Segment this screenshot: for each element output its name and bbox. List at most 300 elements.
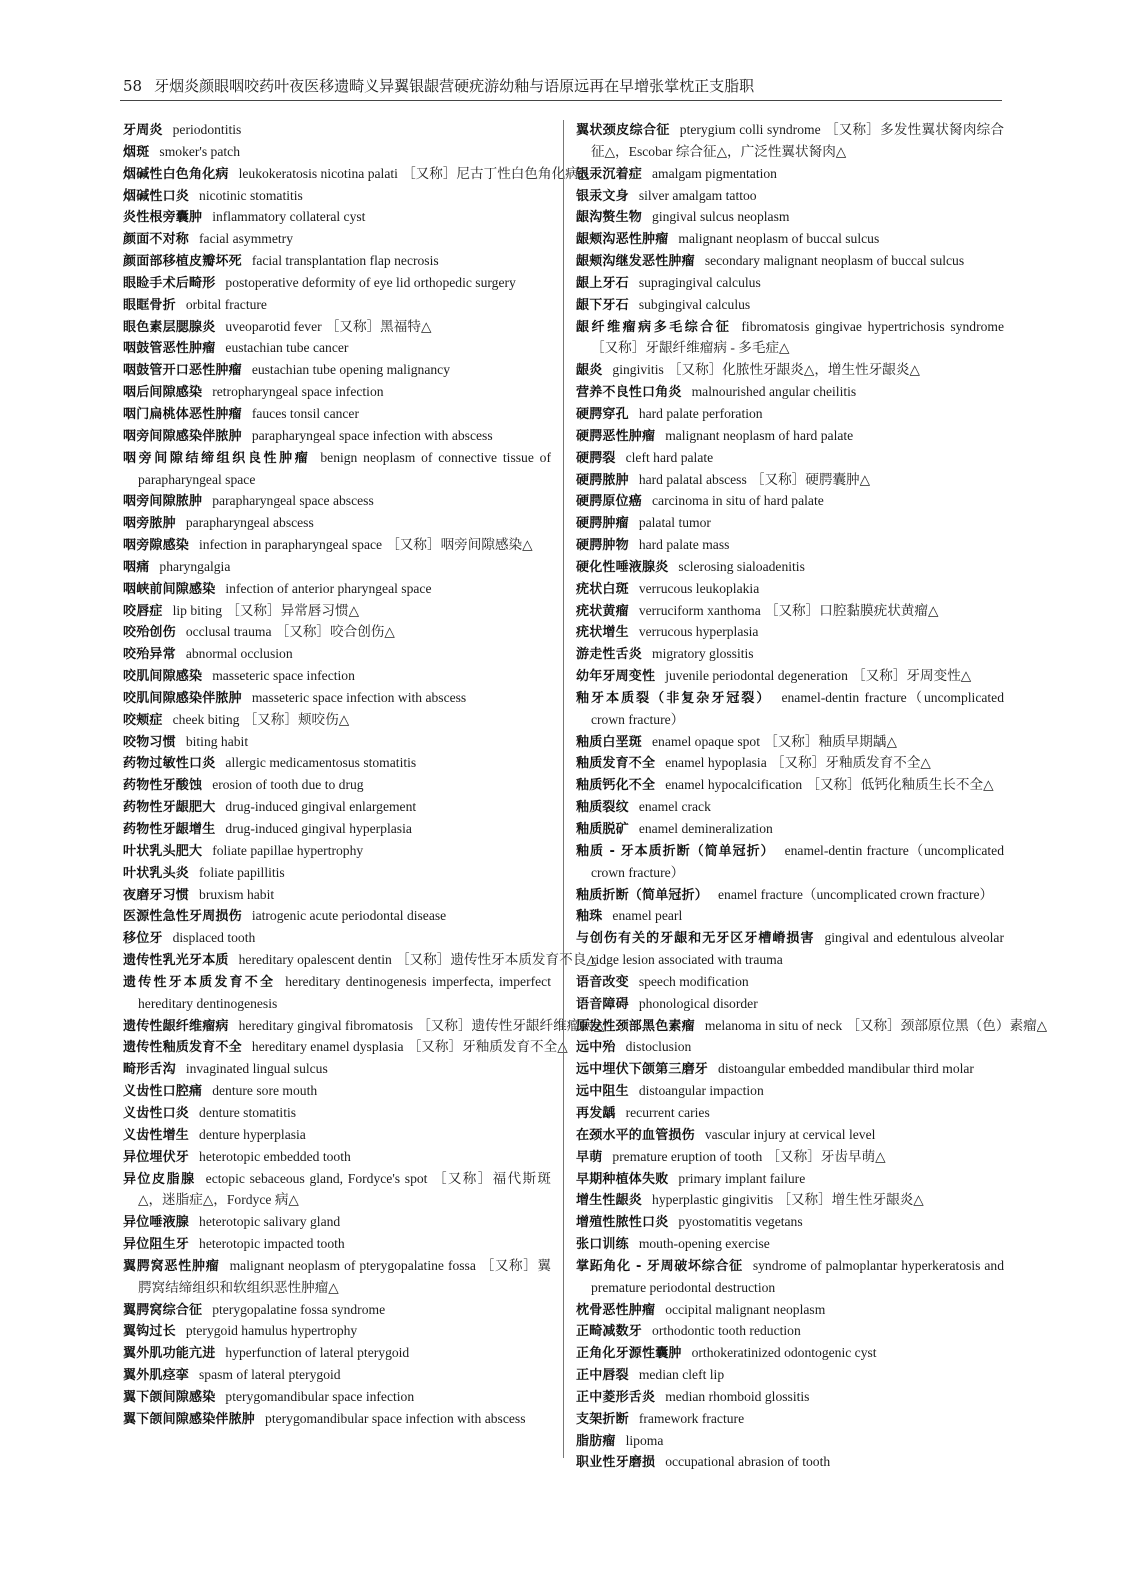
entry-term-zh: 远中阻生	[576, 1084, 629, 1100]
entry-term-en: silver amalgam tattoo	[638, 187, 757, 203]
entry-term-zh: 疣状黄瘤	[576, 603, 629, 619]
entry-term-zh: 釉质白垩斑	[576, 734, 643, 750]
dictionary-entry	[123, 928, 551, 950]
entry-term-zh: 龈炎	[576, 363, 603, 379]
entry-term-en: allergic medicamentosus stomatitis	[225, 755, 417, 771]
entry-term-zh: 遗传性龈纤维瘤病	[123, 1018, 229, 1034]
entry-term-zh: 眼色素层腮腺炎	[123, 319, 216, 335]
dictionary-entry	[576, 186, 1004, 208]
entry-term-zh: 遗传性釉质发育不全	[123, 1040, 242, 1056]
dictionary-entry	[123, 382, 551, 404]
entry-term-zh: 咬肌间隙感染伴脓肿	[123, 690, 242, 706]
entry-term-en: hyperfunction of lateral pterygoid	[225, 1345, 410, 1361]
dictionary-entry	[123, 644, 551, 666]
dictionary-entry	[123, 1409, 551, 1431]
entry-synonym: ［又称］低钙化釉质生长不全△	[806, 777, 994, 793]
entry-term-zh: 医源性急性牙周损伤	[123, 909, 242, 925]
entry-term-en: enamel crack	[638, 799, 711, 815]
entry-term-en: invaginated lingual sulcus	[185, 1061, 328, 1077]
entry-term-zh: 再发龋	[576, 1105, 616, 1121]
entry-synonym: ［又称］异常唇习惯△	[226, 602, 360, 618]
entry-term-zh: 药物性牙龈肥大	[123, 800, 216, 816]
entry-term-en: framework fracture	[638, 1410, 745, 1426]
entry-term-en: heterotopic embedded tooth	[199, 1148, 351, 1164]
entry-term-en: distoangular embedded mandibular third molar	[718, 1061, 974, 1077]
entry-term-zh: 畸形舌沟	[123, 1062, 176, 1078]
entry-term-en: hard palate mass	[638, 537, 730, 553]
entry-term-en: premature eruption of tooth	[612, 1148, 763, 1164]
entry-term-en: malignant neoplasm of buccal sulcus	[678, 231, 880, 247]
dictionary-entry	[123, 360, 551, 382]
entry-term-zh: 远中殆	[576, 1040, 616, 1056]
entry-term-en: speech modification	[638, 973, 749, 989]
entry-term-en: denture hyperplasia	[199, 1126, 306, 1142]
entry-term-zh: 咬肌间隙感染	[123, 669, 203, 685]
entry-term-zh: 异位皮脂腺	[123, 1171, 196, 1187]
entry-term-en: retropharyngeal space infection	[212, 384, 384, 400]
entry-term-en: orbital fracture	[185, 296, 267, 312]
entry-term-en: leukokeratosis nicotina palati	[238, 165, 398, 181]
right-column	[576, 120, 1048, 1474]
entry-term-en: supragingival calculus	[638, 274, 761, 290]
entry-term-en: inflammatory collateral cyst	[212, 209, 366, 225]
entry-term-en: parapharyngeal space abscess	[212, 493, 374, 509]
dictionary-entry	[123, 885, 551, 907]
dictionary-entry	[123, 1059, 551, 1081]
entry-term-en: displaced tooth	[172, 930, 256, 946]
entry-synonym: ［又称］口腔黏膜疣状黄瘤△	[764, 602, 939, 618]
dictionary-entry	[576, 1016, 1048, 1038]
header-rule	[120, 100, 1002, 101]
dictionary-entry	[576, 994, 1004, 1016]
dictionary-entry	[576, 666, 1004, 688]
entry-term-en: facial asymmetry	[199, 231, 293, 247]
dictionary-entry	[123, 142, 551, 164]
entry-term-zh: 药物性牙龈增生	[123, 822, 216, 837]
entry-term-zh: 异位埋伏牙	[123, 1149, 190, 1165]
entry-term-zh: 硬腭裂	[576, 450, 616, 466]
entry-term-zh: 咬颊症	[123, 712, 163, 728]
page-number: 58	[123, 77, 143, 95]
header-title: 牙烟炎颜眼咽咬药叶夜医移遗畸义异翼银龈营硬疣游幼釉与语原远再在早增张掌枕正支脂职	[154, 77, 755, 95]
dictionary-entry	[576, 928, 1004, 972]
entry-term-en: eustachian tube opening malignancy	[251, 362, 450, 378]
entry-term-en: lipoma	[625, 1432, 664, 1448]
entry-term-zh: 龈沟赘生物	[576, 210, 643, 226]
dictionary-entry	[123, 448, 551, 492]
entry-term-en: cleft hard palate	[625, 449, 714, 465]
entry-term-zh: 叶状乳头肥大	[123, 843, 203, 859]
dictionary-entry	[123, 841, 551, 863]
entry-synonym: ［又称］多发性翼状胬肉综合征△，Escobar 综合征△，广泛性翼状胬肉△	[591, 122, 1004, 159]
entry-term-en: secondary malignant neoplasm of buccal sulcus	[704, 253, 965, 269]
dictionary-entry	[576, 1409, 1004, 1431]
dictionary-entry	[123, 273, 551, 295]
entry-term-en: phonological disorder	[638, 995, 758, 1011]
dictionary-entry	[123, 1321, 551, 1343]
entry-term-zh: 语音障碍	[576, 996, 629, 1012]
entry-term-zh: 咽门扁桃体恶性肿瘤	[123, 406, 242, 422]
dictionary-entry	[123, 251, 551, 273]
entry-term-en: enamel-dentin fracture（uncomplicated crown fracture）	[591, 689, 1004, 727]
dictionary-entry	[576, 1081, 1004, 1103]
dictionary-entry	[123, 338, 551, 360]
entry-term-zh: 硬化性唾液腺炎	[576, 559, 669, 575]
entry-term-en: hereditary opalescent dentin	[238, 952, 392, 968]
entry-term-zh: 支架折断	[576, 1411, 629, 1427]
entry-term-en: occipital malignant neoplasm	[665, 1301, 826, 1317]
entry-term-en: juvenile periodontal degeneration	[665, 668, 848, 684]
entry-term-en: parapharyngeal space infection with abscess	[251, 427, 493, 443]
entry-term-zh: 异位阻生牙	[123, 1237, 190, 1253]
entry-term-zh: 硬腭恶性肿瘤	[576, 428, 656, 444]
entry-term-zh: 翼下颌间隙感染	[123, 1389, 216, 1405]
dictionary-entry	[576, 207, 1004, 229]
entry-term-zh: 职业性牙磨损	[576, 1455, 656, 1471]
dictionary-entry	[576, 797, 1004, 819]
entry-term-zh: 颜面部移植皮瓣坏死	[123, 254, 242, 270]
entry-term-en: ectopic sebaceous gland, Fordyce's spot	[205, 1170, 428, 1186]
entry-term-zh: 银汞文身	[576, 188, 629, 204]
entry-term-en: benign neoplasm of connective tissue of parapharyngeal space	[138, 449, 551, 487]
dictionary-entry	[576, 732, 1004, 754]
entry-term-zh: 药物性牙酸蚀	[123, 778, 203, 794]
entry-term-en: mouth-opening exercise	[638, 1236, 770, 1252]
entry-term-en: enamel-dentin fracture（uncomplicated crown fracture）	[591, 842, 1004, 880]
dictionary-entry	[576, 513, 1004, 535]
entry-term-zh: 釉质发育不全	[576, 756, 656, 772]
entry-term-zh: 药物过敏性口炎	[123, 756, 216, 772]
entry-synonym: ［又称］咽旁间隙感染△	[386, 537, 533, 553]
entry-term-en: foliate papillae hypertrophy	[212, 842, 364, 858]
entry-term-en: erosion of tooth due to drug	[212, 777, 364, 793]
entry-term-zh: 烟斑	[123, 144, 150, 160]
entry-term-zh: 龈上牙石	[576, 275, 629, 291]
entry-term-en: occupational abrasion of tooth	[665, 1454, 831, 1470]
dictionary-entry	[123, 404, 551, 426]
entry-term-en: postoperative deformity of eye lid orthopedic surgery	[225, 274, 516, 290]
entry-term-en: orthodontic tooth reduction	[652, 1323, 801, 1339]
dictionary-entry	[576, 557, 1004, 579]
entry-term-en: melanoma in situ of neck	[704, 1017, 843, 1033]
entry-term-en: pharyngalgia	[159, 558, 231, 574]
entry-synonym: ［又称］牙齿早萌△	[766, 1148, 886, 1164]
dictionary-entry	[123, 950, 597, 972]
entry-term-en: amalgam pigmentation	[652, 165, 777, 181]
dictionary-entry	[123, 906, 551, 928]
entry-term-zh: 正中唇裂	[576, 1368, 629, 1384]
entry-term-en: enamel demineralization	[638, 821, 773, 836]
entry-term-zh: 咽旁间隙结缔组织良性肿瘤	[123, 450, 311, 466]
dictionary-entry	[123, 295, 551, 317]
entry-term-zh: 早萌	[576, 1149, 603, 1165]
entry-term-en: hereditary enamel dysplasia	[251, 1039, 404, 1055]
entry-term-en: orthokeratinized odontogenic cyst	[691, 1345, 877, 1361]
entry-term-zh: 咽旁脓肿	[123, 516, 176, 532]
entry-term-en: hard palatal abscess	[638, 471, 747, 487]
entry-term-zh: 正畸减数牙	[576, 1324, 643, 1340]
entry-term-zh: 张口训练	[576, 1237, 629, 1253]
dictionary-entry	[576, 1169, 1004, 1191]
entry-term-en: cheek biting	[172, 711, 240, 727]
entry-term-zh: 在颈水平的血管损伤	[576, 1127, 695, 1143]
dictionary-entry	[576, 1321, 1004, 1343]
entry-synonym: ［又称］增生性牙龈炎△	[777, 1192, 924, 1208]
entry-term-en: median rhomboid glossitis	[665, 1388, 810, 1404]
dictionary-entry	[123, 426, 551, 448]
entry-term-en: enamel fracture（uncomplicated crown fracture）	[718, 886, 994, 902]
dictionary-entry	[123, 1147, 551, 1169]
dictionary-entry	[123, 557, 551, 579]
entry-term-en: gingival and edentulous alveolar ridge lesion associated with trauma	[591, 930, 1004, 968]
entry-synonym: ［又称］化脓性牙龈炎△，增生性牙龈炎△	[667, 362, 920, 378]
entry-term-en: pterygomandibular space infection	[225, 1388, 415, 1404]
entry-term-zh: 釉珠	[576, 909, 603, 925]
entry-term-en: recurrent caries	[625, 1104, 710, 1120]
entry-term-zh: 游走性舌炎	[576, 647, 643, 663]
dictionary-entry	[123, 753, 551, 775]
entry-term-en: hard palate perforation	[638, 405, 763, 421]
entry-term-en: heterotopic salivary gland	[199, 1214, 341, 1230]
dictionary-entry	[576, 448, 1004, 470]
dictionary-entry	[123, 317, 551, 339]
entry-term-zh: 咬物习惯	[123, 734, 176, 750]
dictionary-entry	[576, 885, 1004, 907]
dictionary-entry	[576, 470, 1004, 492]
entry-term-zh: 原发性颈部黑色素瘤	[576, 1018, 695, 1034]
entry-term-en: enamel pearl	[612, 908, 683, 924]
dictionary-entry	[123, 797, 551, 819]
entry-term-en: uveoparotid fever	[225, 318, 322, 334]
entry-term-en: occlusal trauma	[185, 624, 272, 640]
dictionary-entry	[576, 906, 1004, 928]
entry-term-en: fauces tonsil cancer	[251, 405, 359, 421]
entry-term-en: gingivitis	[612, 362, 664, 378]
entry-term-en: smoker's patch	[159, 143, 240, 159]
entry-term-zh: 釉质折断（简单冠折）	[576, 887, 709, 903]
entry-term-zh: 叶状乳头炎	[123, 865, 190, 881]
dictionary-entry	[576, 120, 1004, 164]
entry-synonym: ［又称］牙龈纤维瘤病 - 多毛症△	[591, 340, 790, 356]
dictionary-entry	[576, 1431, 1004, 1453]
entry-synonym: ［又称］牙釉质发育不全△	[407, 1039, 568, 1055]
dictionary-entry	[123, 1300, 551, 1322]
entry-term-en: enamel hypocalcification	[665, 777, 803, 793]
dictionary-entry	[576, 644, 1004, 666]
dictionary-entry	[123, 1256, 551, 1300]
entry-term-en: facial transplantation flap necrosis	[251, 253, 439, 269]
entry-term-zh: 夜磨牙习惯	[123, 887, 190, 903]
dictionary-entry	[576, 1343, 1004, 1365]
entry-term-zh: 远中埋伏下颌第三磨牙	[576, 1062, 709, 1078]
dictionary-entry	[123, 120, 551, 142]
dictionary-entry	[576, 819, 1004, 841]
entry-term-en: primary implant failure	[678, 1170, 806, 1186]
dictionary-entry	[576, 295, 1004, 317]
entry-term-en: subgingival calculus	[638, 296, 751, 312]
entry-term-en: pterygium colli syndrome	[679, 122, 821, 137]
entry-term-zh: 早期种植体失败	[576, 1171, 669, 1187]
entry-term-en: biting habit	[185, 733, 249, 749]
entry-term-zh: 龈纤维瘤病多毛综合征	[576, 319, 732, 335]
entry-term-zh: 掌跖角化 - 牙周破坏综合征	[576, 1258, 743, 1274]
entry-term-zh: 增殖性脓性口炎	[576, 1215, 669, 1231]
dictionary-entry	[576, 1452, 1004, 1474]
entry-term-en: verrucous hyperplasia	[638, 624, 759, 640]
entry-term-zh: 翼外肌功能亢进	[123, 1346, 216, 1362]
entry-term-zh: 咽旁隙感染	[123, 538, 190, 554]
entry-term-zh: 增生性龈炎	[576, 1193, 643, 1209]
entry-term-en: malignant neoplasm of hard palate	[665, 427, 854, 443]
entry-term-zh: 釉质 - 牙本质折断（简单冠折）	[576, 843, 775, 859]
entry-term-en: verrucous leukoplakia	[638, 580, 760, 596]
entry-term-zh: 翼腭窝恶性肿瘤	[123, 1258, 220, 1274]
entry-synonym: ［又称］翼腭窝结缔组织和软组织恶性肿瘤△	[138, 1257, 551, 1295]
entry-term-zh: 疣状白斑	[576, 581, 629, 597]
entry-term-zh: 疣状增生	[576, 625, 629, 641]
entry-synonym: ［又称］遗传性牙龈纤维瘤病△	[417, 1017, 605, 1033]
entry-term-en: nicotinic stomatitis	[199, 187, 303, 203]
dictionary-entry	[123, 863, 551, 885]
dictionary-entry	[576, 622, 1004, 644]
entry-term-en: pterygomandibular space infection with abscess	[265, 1410, 526, 1426]
entry-term-zh: 脂肪瘤	[576, 1433, 616, 1449]
entry-term-en: hereditary dentinogenesis imperfecta, imperfect hereditary dentinogenesis	[138, 973, 551, 1011]
entry-term-en: enamel hypoplasia	[665, 755, 767, 771]
entry-synonym: ［又称］牙周变性△	[852, 668, 972, 684]
dictionary-entry	[123, 622, 551, 644]
entry-synonym: ［又称］牙釉质发育不全△	[770, 755, 931, 771]
dictionary-entry	[123, 1037, 568, 1059]
entry-term-zh: 咽旁间隙感染伴脓肿	[123, 428, 242, 444]
entry-term-zh: 釉质钙化不全	[576, 778, 656, 794]
entry-term-en: spasm of lateral pterygoid	[199, 1367, 341, 1383]
entry-term-zh: 咽鼓管开口恶性肿瘤	[123, 363, 242, 379]
dictionary-entry	[576, 164, 1004, 186]
entry-term-zh: 咽峡前间隙感染	[123, 581, 216, 597]
dictionary-entry	[576, 601, 1004, 623]
dictionary-entry	[123, 819, 551, 841]
entry-term-zh: 硬腭脓肿	[576, 472, 629, 488]
entry-term-zh: 龈颊沟继发恶性肿瘤	[576, 254, 695, 270]
entry-term-zh: 翼腭窝综合征	[123, 1302, 203, 1318]
entry-term-en: denture stomatitis	[199, 1104, 297, 1120]
dictionary-entry	[123, 1169, 551, 1213]
dictionary-entry	[123, 601, 551, 623]
dictionary-entry	[123, 491, 551, 513]
dictionary-entry	[123, 579, 551, 601]
entry-term-en: infection of anterior pharyngeal space	[225, 580, 432, 596]
entry-term-zh: 炎性根旁囊肿	[123, 210, 203, 226]
dictionary-entry	[123, 1212, 551, 1234]
entry-term-en: drug-induced gingival enlargement	[225, 799, 417, 815]
dictionary-entry	[123, 186, 551, 208]
entry-term-zh: 义齿性增生	[123, 1127, 190, 1143]
entry-synonym: ［又称］福代斯斑△，迷脂症△，Fordyce 病△	[138, 1170, 551, 1208]
entry-term-zh: 咽旁间隙脓肿	[123, 494, 203, 510]
entry-term-zh: 咽鼓管恶性肿瘤	[123, 341, 216, 357]
dictionary-entry	[576, 535, 1004, 557]
entry-term-zh: 硬腭原位癌	[576, 494, 643, 510]
dictionary-entry	[576, 1059, 1004, 1081]
entry-term-en: infection in parapharyngeal space	[199, 537, 383, 553]
entry-term-zh: 义齿性口腔痛	[123, 1084, 203, 1100]
entry-term-zh: 咽痛	[123, 559, 150, 575]
entry-term-zh: 硬腭穿孔	[576, 406, 629, 422]
dictionary-entry	[123, 1387, 551, 1409]
entry-term-zh: 移位牙	[123, 931, 163, 947]
entry-term-en: hyperplastic gingivitis	[652, 1192, 774, 1208]
entry-term-en: vascular injury at cervical level	[704, 1126, 876, 1142]
dictionary-entry	[576, 1212, 1004, 1234]
dictionary-entry	[576, 360, 1004, 382]
entry-synonym: ［又称］尼古丁性白色角化病△	[402, 165, 590, 181]
entry-term-zh: 营养不良性口角炎	[576, 385, 682, 401]
entry-synonym: ［又称］颊咬伤△	[243, 711, 350, 727]
dictionary-entry	[123, 1016, 605, 1038]
entry-term-en: migratory glossitis	[652, 646, 754, 662]
entry-term-zh: 烟碱性口炎	[123, 188, 190, 204]
dictionary-entry	[576, 775, 1004, 797]
entry-term-zh: 银汞沉着症	[576, 166, 643, 182]
entry-term-en: hereditary gingival fibromatosis	[238, 1017, 414, 1033]
dictionary-entry	[576, 229, 1004, 251]
entry-term-zh: 遗传性乳光牙本质	[123, 953, 229, 969]
entry-term-zh: 硬腭肿物	[576, 538, 629, 554]
entry-synonym: ［又称］硬腭囊肿△	[750, 471, 871, 487]
entry-synonym: ［又称］黑福特△	[325, 318, 432, 334]
dictionary-entry	[576, 1103, 1004, 1125]
entry-term-en: fibromatosis gingivae hypertrichosis syndrome	[741, 318, 1004, 334]
dictionary-entry	[576, 1234, 1004, 1256]
entry-term-zh: 咽后间隙感染	[123, 385, 203, 401]
entry-term-en: malignant neoplasm of pterygopalatine fossa	[229, 1257, 476, 1273]
entry-term-en: gingival sulcus neoplasm	[652, 209, 790, 225]
dictionary-entry	[123, 535, 551, 557]
dictionary-entry	[576, 491, 1004, 513]
entry-term-en: periodontitis	[172, 122, 242, 137]
entry-term-zh: 眼眶骨折	[123, 297, 176, 313]
entry-synonym: ［又称］颈部原位黑（色）素瘤△	[846, 1017, 1048, 1033]
entry-term-zh: 翼钩过长	[123, 1324, 176, 1340]
dictionary-entry	[576, 273, 1004, 295]
dictionary-entry	[576, 1190, 1004, 1212]
dictionary-entry	[576, 426, 1004, 448]
entry-term-en: eustachian tube cancer	[225, 340, 349, 356]
entry-term-zh: 硬腭肿瘤	[576, 516, 629, 532]
entry-term-zh: 幼年牙周变性	[576, 669, 656, 685]
entry-term-zh: 釉质裂纹	[576, 800, 629, 816]
entry-term-zh: 颜面不对称	[123, 232, 190, 248]
entry-synonym: ［又称］遗传性牙本质发育不良△	[396, 952, 597, 968]
dictionary-entry	[576, 841, 1004, 885]
dictionary-entry	[576, 753, 1004, 775]
entry-term-zh: 义齿性口炎	[123, 1105, 190, 1121]
entry-term-zh: 釉质脱矿	[576, 822, 629, 837]
entry-term-zh: 翼下颌间隙感染伴脓肿	[123, 1411, 256, 1427]
dictionary-entry	[576, 1300, 1004, 1322]
entry-term-zh: 翼外肌痉挛	[123, 1368, 190, 1384]
dictionary-entry	[123, 688, 551, 710]
entry-term-en: pterygopalatine fossa syndrome	[212, 1301, 386, 1317]
entry-term-zh: 正中菱形舌炎	[576, 1389, 656, 1405]
entry-term-zh: 咬殆异常	[123, 647, 176, 663]
entry-term-en: syndrome of palmoplantar hyperkeratosis and premature periodontal destruction	[591, 1257, 1004, 1295]
dictionary-entry	[576, 404, 1004, 426]
entry-term-zh: 牙周炎	[123, 123, 163, 138]
entry-term-en: distoangular impaction	[638, 1083, 764, 1099]
entry-term-en: bruxism habit	[199, 886, 275, 902]
